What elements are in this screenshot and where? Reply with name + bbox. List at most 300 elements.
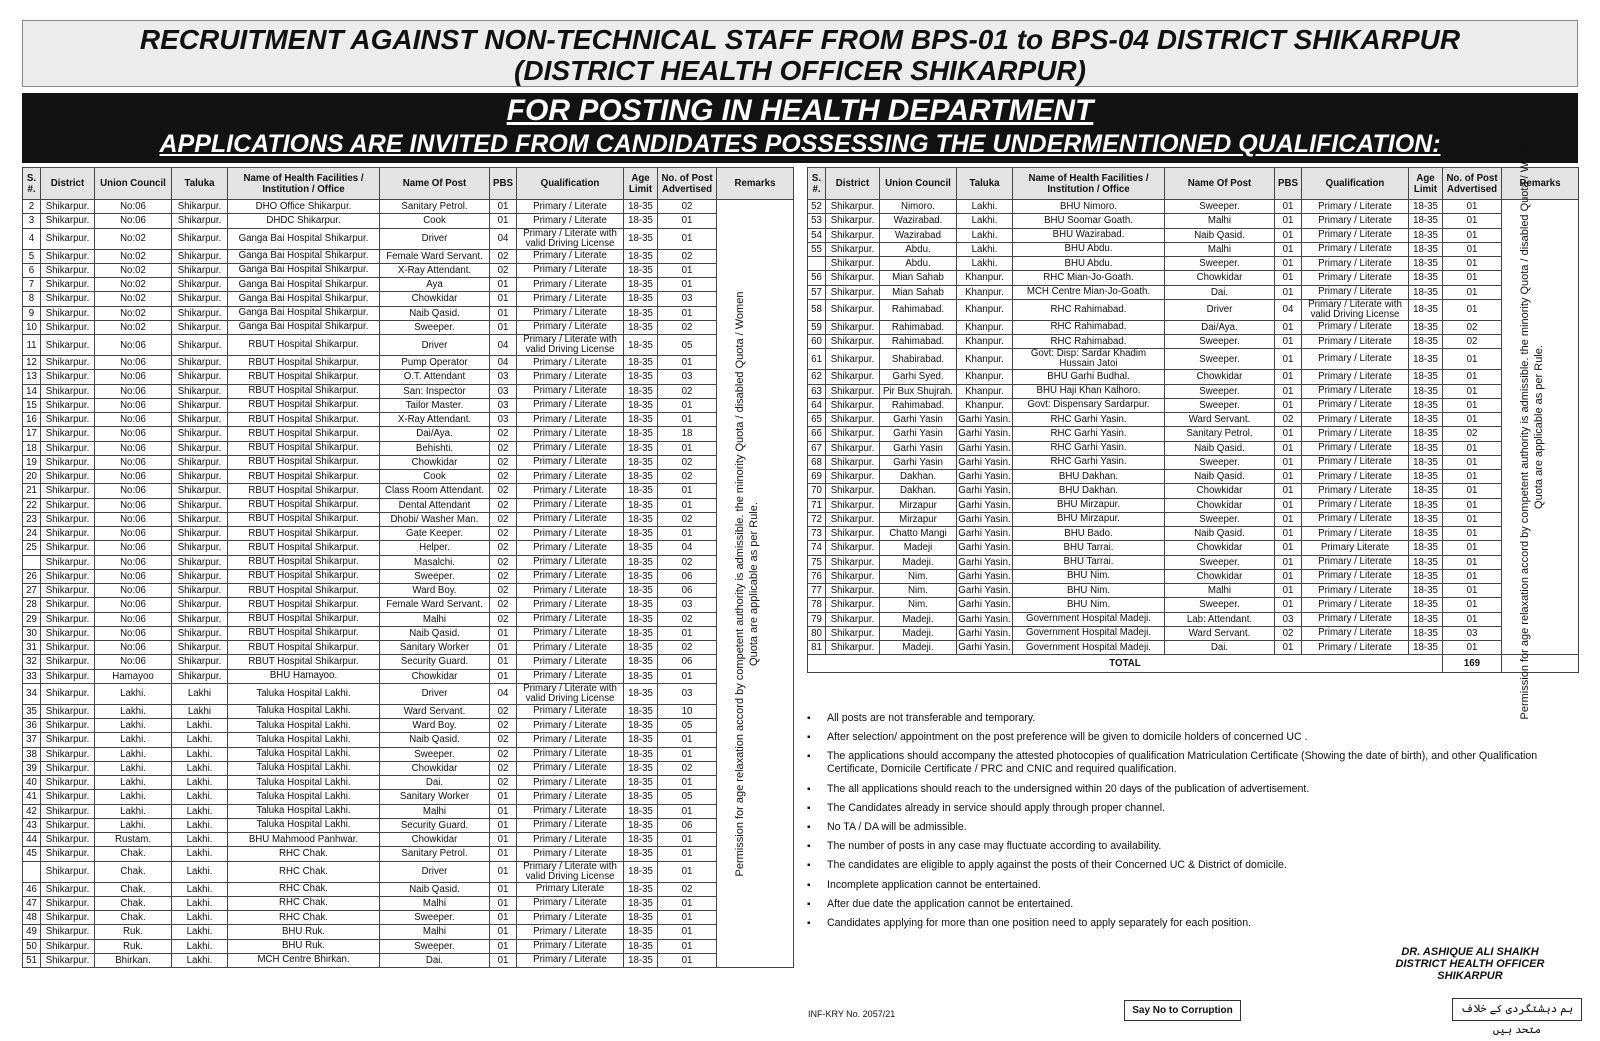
table-cell: 01 [490,214,517,228]
table-cell: Shabirabad. [880,349,957,370]
right-col-header: Taluka [957,168,1013,200]
table-cell: Shikarpur. [41,598,95,612]
table-cell: Dakhan. [880,484,957,498]
table-cell: Taluka Hospital Lakhi. [228,719,380,733]
table-cell: No:02 [95,292,172,306]
table-row [23,484,794,498]
table-cell: 18-35 [1409,427,1443,441]
table-cell: 01 [658,939,717,953]
table-row [23,719,794,733]
table-row [23,356,794,370]
table-cell: No:06 [95,200,172,214]
table-cell: 18-35 [624,278,658,292]
table-cell: Shikarpur. [172,370,228,384]
left-col-header: Age Limit [624,168,658,200]
table-cell: Shikarpur. [826,228,880,242]
table-cell: Chak. [95,861,172,882]
table-cell: Primary / Literate [1302,498,1409,512]
table-cell: No:02 [95,320,172,334]
table-cell: Sanitary Petrol. [1165,427,1275,441]
table-cell: Shikarpur. [41,818,95,832]
table-cell: Shikarpur. [826,626,880,640]
table-cell: 17 [23,427,41,441]
table-cell: Malhi [1165,242,1275,256]
table-cell: Shikarpur. [172,214,228,228]
table-row [23,263,794,277]
table-cell: 01 [490,847,517,861]
table-cell: Shikarpur. [172,306,228,320]
table-row [23,804,794,818]
table-cell: Primary / Literate [517,455,624,469]
table-cell: Primary / Literate [517,484,624,498]
table-cell: Garhi Yasin [880,413,957,427]
left-col-header: Name Of Post [380,168,490,200]
table-row [808,200,1579,214]
table-row [808,370,1579,384]
table-cell: Primary / Literate [517,263,624,277]
table-cell: 57 [808,285,826,299]
table-cell: Naib Qasid. [1165,441,1275,455]
table-cell: Lakhi. [172,818,228,832]
table-cell: Shikarpur. [826,512,880,526]
table-cell: 65 [808,413,826,427]
table-cell: 01 [658,356,717,370]
table-cell: Shikarpur. [826,335,880,349]
table-cell: 74 [808,541,826,555]
table-cell: 01 [490,896,517,910]
table-cell: 01 [1275,257,1302,271]
table-cell: No:06 [95,584,172,598]
table-cell: 02 [658,761,717,775]
table-cell: 9 [23,306,41,320]
table-cell: Primary / Literate [517,704,624,718]
table-cell: 01 [1275,455,1302,469]
table-cell: 01 [1443,527,1502,541]
table-cell: Madeji. [880,626,957,640]
table-row [23,228,794,249]
table-cell: 06 [658,655,717,669]
table-cell: Shikarpur. [172,569,228,583]
table-cell: Cook [380,214,490,228]
term-item: ▪ After selection/ appointment on the post preference will be given to domicile holders of concerned UC . [805,731,1585,744]
table-cell: Primary / Literate with valid Driving License [517,228,624,249]
table-cell: 04 [490,335,517,356]
table-cell: 18-35 [1409,470,1443,484]
table-cell: 54 [808,228,826,242]
table-cell: Chak. [95,911,172,925]
table-cell: 02 [658,320,717,334]
table-cell: Shikarpur. [172,278,228,292]
table-cell: Shikarpur. [41,747,95,761]
table-cell: 01 [1275,555,1302,569]
table-cell: Wazirabad [880,228,957,242]
table-cell: No:06 [95,555,172,569]
table-cell: 01 [1275,512,1302,526]
table-cell: RBUT Hospital Shikarpur. [228,484,380,498]
table-cell: Primary / Literate [1302,398,1409,412]
table-cell: 18-35 [1409,484,1443,498]
table-cell: 18-35 [624,683,658,704]
table-cell: 03 [490,384,517,398]
table-cell: 18-35 [624,818,658,832]
table-cell: MCH Centre Mian-Jo-Goath. [1013,285,1165,299]
table-cell: 78 [808,598,826,612]
table-cell: BHU Tarrai. [1013,555,1165,569]
table-cell: Primary / Literate [1302,228,1409,242]
table-cell: Lakhi. [95,761,172,775]
left-col-header: Remarks [717,168,794,200]
table-cell: 18-35 [1409,598,1443,612]
table-cell: 01 [1275,484,1302,498]
table-cell: Lakhi. [172,939,228,953]
table-cell: Chak. [95,896,172,910]
table-cell: X-Ray Attendant. [380,413,490,427]
table-cell: 02 [1443,427,1502,441]
table-cell: 18-35 [1409,271,1443,285]
table-cell: Driver [380,861,490,882]
table-cell: Lakhi. [172,733,228,747]
table-cell: 01 [490,790,517,804]
table-cell: 23 [23,512,41,526]
table-cell: Ganga Bai Hospital Shikarpur. [228,228,380,249]
table-cell: 01 [658,228,717,249]
table-cell: Shikarpur. [172,527,228,541]
table-cell: 02 [658,882,717,896]
table-cell: Primary / Literate [517,584,624,598]
table-cell: 01 [490,278,517,292]
table-cell: 18-35 [624,370,658,384]
table-cell [808,257,826,271]
table-cell: Primary / Literate [517,911,624,925]
table-row [808,470,1579,484]
table-cell: Shikarpur. [41,384,95,398]
table-cell: 59 [808,320,826,334]
table-cell: 01 [1443,498,1502,512]
left-posts-table [22,167,793,968]
table-cell: 01 [1275,441,1302,455]
table-cell: Chowkidar [380,292,490,306]
table-row [23,320,794,334]
table-row [23,306,794,320]
term-item: ▪ The all applications should reach to the undersigned within 20 days of the publication of advertisement. [805,783,1585,796]
table-cell: Primary / Literate [1302,512,1409,526]
table-cell: Lakhi. [95,790,172,804]
table-cell: 52 [808,200,826,214]
table-cell: Primary / Literate [1302,584,1409,598]
table-cell: Garhi Yasin. [958,585,1011,597]
table-cell: BHU Ruk. [228,925,380,939]
left-col-header: No. of Post Advertised [658,168,717,200]
table-cell: 18-35 [1409,398,1443,412]
table-cell: BHU Nim. [1013,584,1165,598]
table-cell: Shikarpur. [172,655,228,669]
table-cell: 43 [23,818,41,832]
table-row [23,818,794,832]
table-cell: Primary / Literate with valid Driving License [517,335,624,356]
table-cell: 02 [490,761,517,775]
table-cell: Shikarpur. [41,335,95,356]
table-cell: Shikarpur. [41,292,95,306]
table-cell: Sweeper. [1165,398,1275,412]
table-cell: Lakhi. [172,804,228,818]
table-cell: 18-35 [624,569,658,583]
table-cell: Lab: Attendant. [1165,612,1275,626]
table-cell: 01 [490,200,517,214]
table-cell: Shikarpur. [826,441,880,455]
table-cell: Sweeper. [1165,335,1275,349]
table-cell: 01 [1443,349,1502,370]
table-cell: 02 [490,733,517,747]
table-cell: RHC Rahimabad. [1013,320,1165,334]
table-row [23,292,794,306]
table-cell: Primary / Literate [517,356,624,370]
table-cell: Garhi Yasin. [958,471,1011,483]
table-cell: 18-35 [624,584,658,598]
table-cell: No:06 [95,541,172,555]
table-cell: 49 [23,925,41,939]
table-row [808,242,1579,256]
table-cell: 01 [658,214,717,228]
table-cell: 18-35 [624,441,658,455]
table-cell: Shikarpur. [41,498,95,512]
table-cell: 18 [23,441,41,455]
table-cell: 20 [23,470,41,484]
table-cell: Shikarpur. [826,527,880,541]
table-cell: Shikarpur. [41,733,95,747]
table-cell: Shikarpur. [41,278,95,292]
table-cell: RHC Garhi Yasin. [1013,413,1165,427]
table-cell: 03 [658,292,717,306]
table-cell: 01 [1275,242,1302,256]
table-cell: Shikarpur. [172,470,228,484]
table-cell: 03 [490,370,517,384]
table-cell: 01 [1275,527,1302,541]
table-cell: 02 [658,641,717,655]
table-cell: 01 [1275,335,1302,349]
table-cell: 18-35 [624,911,658,925]
table-cell: 01 [658,263,717,277]
table-cell: 18-35 [624,896,658,910]
table-cell: Primary / Literate [1302,598,1409,612]
table-row [23,655,794,669]
table-cell: Govt: Disp: Sardar Khadim Hussain Jatoi [1013,349,1165,370]
table-row [23,747,794,761]
table-cell: 28 [23,598,41,612]
table-cell: RBUT Hospital Shikarpur. [228,555,380,569]
table-row [23,861,794,882]
table-cell: Taluka Hospital Lakhi. [228,776,380,790]
table-cell: 02 [490,569,517,583]
table-cell: Primary / Literate [1302,285,1409,299]
table-cell: Shikarpur. [41,263,95,277]
table-cell: 40 [23,776,41,790]
table-cell: O.T. Attendant [380,370,490,384]
table-cell: Ganga Bai Hospital Shikarpur. [228,306,380,320]
left-table [22,167,794,968]
table-cell: BHU Abdu. [1013,242,1165,256]
table-cell: Chowkidar [380,833,490,847]
table-row [808,498,1579,512]
table-cell: Class Room Attendant. [380,484,490,498]
table-cell: 01 [1275,214,1302,228]
table-cell: 02 [658,200,717,214]
table-cell: Lakhi. [172,882,228,896]
table-row [23,776,794,790]
table-cell: Chowkidar [1165,498,1275,512]
table-cell: 18-35 [624,776,658,790]
table-row [23,925,794,939]
table-row [23,200,794,214]
table-cell: 48 [23,911,41,925]
table-cell: No:06 [95,612,172,626]
table-cell: 01 [658,498,717,512]
table-cell: No:06 [95,655,172,669]
table-cell: Dai. [380,953,490,967]
table-cell: 01 [1443,641,1502,655]
table-cell: Shikarpur. [41,320,95,334]
table-cell: 18-35 [1409,384,1443,398]
table-cell: 18-35 [1409,498,1443,512]
table-cell: 18-35 [624,541,658,555]
signatory-place: SHIKARPUR [1437,970,1503,982]
table-cell: Lakhi. [172,833,228,847]
table-cell: Shikarpur. [41,306,95,320]
table-cell: 01 [490,925,517,939]
table-cell: Mian Sahab [880,285,957,299]
table-cell: Chatto Mangi [880,527,957,541]
table-cell: 18-35 [1409,626,1443,640]
table-cell: 05 [658,719,717,733]
table-cell [23,861,41,882]
table-row [808,320,1579,334]
table-cell: 18 [658,427,717,441]
right-col-header: District [826,168,880,200]
table-cell: Primary / Literate [517,953,624,967]
table-cell: Shikarpur. [826,541,880,555]
table-cell: No:06 [95,641,172,655]
table-cell: 01 [1443,384,1502,398]
title-box [22,20,1578,87]
table-cell: 14 [23,384,41,398]
table-cell: 18-35 [624,790,658,804]
table-cell: Ganga Bai Hospital Shikarpur. [228,249,380,263]
table-cell: 67 [808,441,826,455]
table-cell: Lakhi. [957,214,1013,228]
table-cell: Sweeper. [1165,598,1275,612]
title-line-2: (DISTRICT HEALTH OFFICER SHIKARPUR) [514,55,1086,86]
table-cell: Shikarpur. [41,641,95,655]
table-cell: 30 [23,626,41,640]
table-cell: 01 [490,320,517,334]
table-cell: Bhirkan. [95,953,172,967]
table-cell: Shikarpur. [826,555,880,569]
table-cell: 01 [658,306,717,320]
table-cell: 02 [658,249,717,263]
table-row [23,278,794,292]
table-cell: Shikarpur. [41,719,95,733]
table-cell: 18-35 [624,939,658,953]
table-cell: 18-35 [1409,413,1443,427]
table-cell: Garhi Syed. [880,370,957,384]
table-cell: 12 [23,356,41,370]
table-cell: 71 [808,498,826,512]
table-cell: 03 [658,683,717,704]
table-cell: 01 [658,911,717,925]
table-cell: Shikarpur. [172,626,228,640]
table-cell: Primary / Literate [517,413,624,427]
table-cell: Dakhan. [880,470,957,484]
table-cell: 01 [490,861,517,882]
table-cell: 18-35 [624,719,658,733]
table-row [23,413,794,427]
table-cell: 18-35 [624,200,658,214]
table-cell: Chak. [95,847,172,861]
table-row [23,612,794,626]
table-cell: 18-35 [1409,320,1443,334]
table-cell: No:06 [95,384,172,398]
table-cell: Shikarpur. [172,228,228,249]
table-cell: Chowkidar [380,455,490,469]
table-cell: 63 [808,384,826,398]
table-cell: 11 [23,335,41,356]
table-cell: 72 [808,512,826,526]
table-cell: Behishti. [380,441,490,455]
table-cell: 01 [1443,484,1502,498]
remarks-cell [717,200,794,968]
table-cell: Shikarpur. [172,512,228,526]
table-cell: 27 [23,584,41,598]
table-cell: 25 [23,541,41,555]
table-cell: 18-35 [1409,370,1443,384]
table-cell: No:02 [95,306,172,320]
table-cell: 04 [658,541,717,555]
table-cell: Female Ward Servant. [380,598,490,612]
table-cell: Shikarpur. [41,911,95,925]
table-cell: Shikarpur. [826,299,880,320]
table-cell: Sweeper. [1165,455,1275,469]
table-cell: Primary / Literate [517,292,624,306]
table-cell: Shikarpur. [172,455,228,469]
table-cell: Khanpur. [957,349,1013,370]
table-cell: Shikarpur. [826,484,880,498]
table-cell: No:06 [95,569,172,583]
table-cell: 01 [658,747,717,761]
table-cell: 02 [490,612,517,626]
table-cell: 18-35 [624,249,658,263]
table-cell: 18-35 [624,641,658,655]
table-cell: Shikarpur. [41,761,95,775]
table-cell: BHU Soomar Goath. [1013,214,1165,228]
table-row [808,584,1579,598]
table-cell: 04 [490,683,517,704]
table-cell: BHU Nimoro. [1013,200,1165,214]
table-cell: 18-35 [624,470,658,484]
table-cell: Shikarpur. [172,584,228,598]
table-cell: 19 [23,455,41,469]
table-cell: 02 [1275,413,1302,427]
table-cell: Lakhi. [957,200,1013,214]
table-row [23,335,794,356]
table-cell: RBUT Hospital Shikarpur. [228,569,380,583]
table-cell: Ganga Bai Hospital Shikarpur. [228,278,380,292]
total-label: TOTAL [808,655,1443,673]
table-row [808,455,1579,469]
table-cell: 38 [23,747,41,761]
table-cell: Primary Literate [1302,541,1409,555]
table-row [808,299,1579,320]
table-cell: 01 [1275,541,1302,555]
table-cell: 18-35 [624,669,658,683]
